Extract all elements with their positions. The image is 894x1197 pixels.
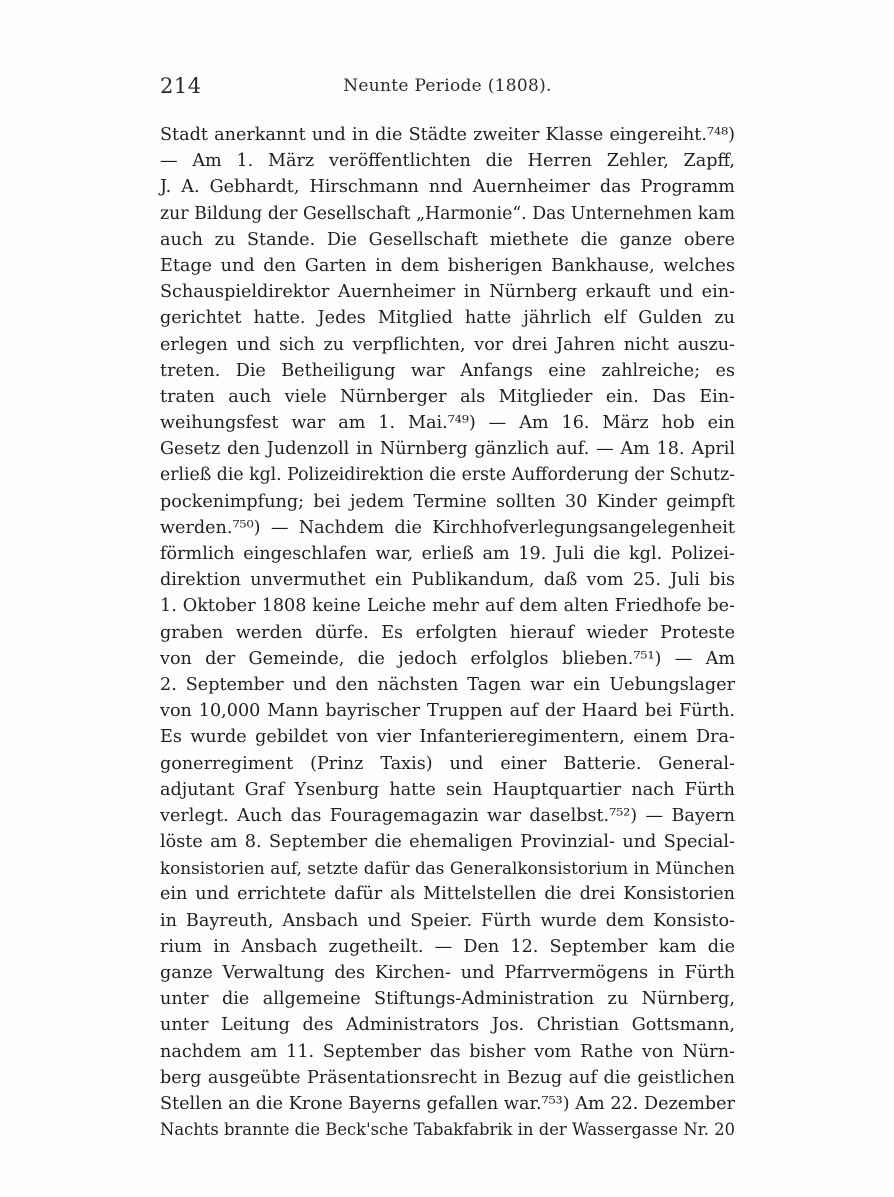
- text-line: unter die allgemeine Stiftungs-Administration zu Nürnberg,: [160, 989, 735, 1010]
- text-line: adjutant Graf Ysenburg hatte sein Hauptquartier nach Fürth: [160, 779, 735, 800]
- text-line: treten. Die Betheiligung war Anfangs eine zahlreiche; es: [160, 360, 735, 381]
- text-line: graben werden dürfe. Es erfolgten hierauf wieder Proteste: [160, 622, 735, 643]
- text-line: Nachts brannte die Beck'sche Tabakfabrik in der Wassergasse Nr. 20: [160, 1120, 735, 1140]
- text-line: zur Bildung der Gesellschaft „Harmonie“. Das Unternehmen kam: [160, 203, 735, 224]
- page-number: 214: [160, 74, 202, 98]
- text-line: gonerregiment (Prinz Taxis) und einer Batterie. General-: [160, 753, 735, 774]
- text-line: werden.⁷⁵⁰) — Nachdem die Kirchhofverlegungsangelegenheit: [160, 517, 735, 538]
- body-text: [160, 122, 735, 1143]
- text-line: förmlich eingeschlafen war, erließ am 19. Juli die kgl. Polizei-: [160, 544, 735, 564]
- text-line: Stellen an die Krone Bayerns gefallen war.⁷⁵³) Am 22. Dezember: [160, 1093, 735, 1114]
- text-line: rium in Ansbach zugetheilt. — Den 12. September kam die: [160, 936, 735, 957]
- text-line: gerichtet hatte. Jedes Mitglied hatte jährlich elf Gulden zu: [160, 308, 735, 329]
- text-line: von 10,000 Mann bayrischer Truppen auf der Haard bei Fürth.: [160, 701, 735, 722]
- text-line: von der Gemeinde, die jedoch erfolglos blieben.⁷⁵¹) — Am: [160, 648, 735, 669]
- text-line: nachdem am 11. September das bisher vom Rathe von Nürn-: [160, 1041, 735, 1062]
- text-line: pockenimpfung; bei jedem Termine sollten 30 Kinder geimpft: [160, 491, 735, 512]
- text-line: löste am 8. September die ehemaligen Provinzial- und Special-: [160, 832, 735, 853]
- text-line: 1. Oktober 1808 keine Leiche mehr auf dem alten Friedhofe be-: [160, 596, 735, 617]
- text-line: ganze Verwaltung des Kirchen- und Pfarrvermögens in Fürth: [160, 963, 735, 983]
- text-line: Schauspieldirektor Auernheimer in Nürnberg erkauft und ein-: [160, 282, 735, 303]
- text-line: berg ausgeübte Präsentationsrecht in Bezug auf die geistlichen: [160, 1067, 735, 1088]
- text-line: traten auch viele Nürnberger als Mitglieder ein. Das Ein-: [160, 386, 735, 407]
- text-line: unter Leitung des Administrators Jos. Christian Gottsmann,: [160, 1015, 735, 1036]
- text-line: konsistorien auf, setzte dafür das Generalkonsistorium in München: [160, 858, 735, 879]
- running-title: Neunte Periode (1808).: [343, 76, 552, 96]
- text-line: Gesetz den Judenzoll in Nürnberg gänzlich auf. — Am 18. April: [160, 439, 735, 460]
- text-line: auch zu Stande. Die Gesellschaft miethete die ganze obere: [160, 229, 735, 250]
- page-header: [160, 74, 735, 104]
- text-line: — Am 1. März veröffentlichten die Herren Zehler, Zapff,: [160, 151, 735, 172]
- text-line: verlegt. Auch das Fouragemagazin war daselbst.⁷⁵²) — Bayern: [160, 805, 735, 826]
- text-line: J. A. Gebhardt, Hirschmann nnd Auernheimer das Programm: [160, 177, 735, 198]
- text-line: 2. September und den nächsten Tagen war ein Uebungslager: [160, 674, 735, 695]
- text-line: Stadt anerkannt und in die Städte zweiter Klasse eingereiht.⁷⁴⁸): [160, 125, 735, 145]
- text-line: erlegen und sich zu verpflichten, vor drei Jahren nicht auszu-: [160, 334, 735, 355]
- text-line: in Bayreuth, Ansbach und Speier. Fürth wurde dem Konsisto-: [160, 910, 735, 931]
- text-line: direktion unvermuthet ein Publikandum, daß vom 25. Juli bis: [160, 570, 735, 591]
- text-line: Es wurde gebildet von vier Infanterieregimentern, einem Dra-: [160, 727, 735, 748]
- text-line: ein und errichtete dafür als Mittelstellen die drei Konsistorien: [160, 884, 735, 905]
- text-line: Etage und den Garten in dem bisherigen Bankhause, welches: [160, 255, 735, 276]
- text-line: weihungsfest war am 1. Mai.⁷⁴⁹) — Am 16. März hob ein: [160, 413, 735, 434]
- text-line: erließ die kgl. Polizeidirektion die erste Aufforderung der Schutz-: [160, 465, 735, 486]
